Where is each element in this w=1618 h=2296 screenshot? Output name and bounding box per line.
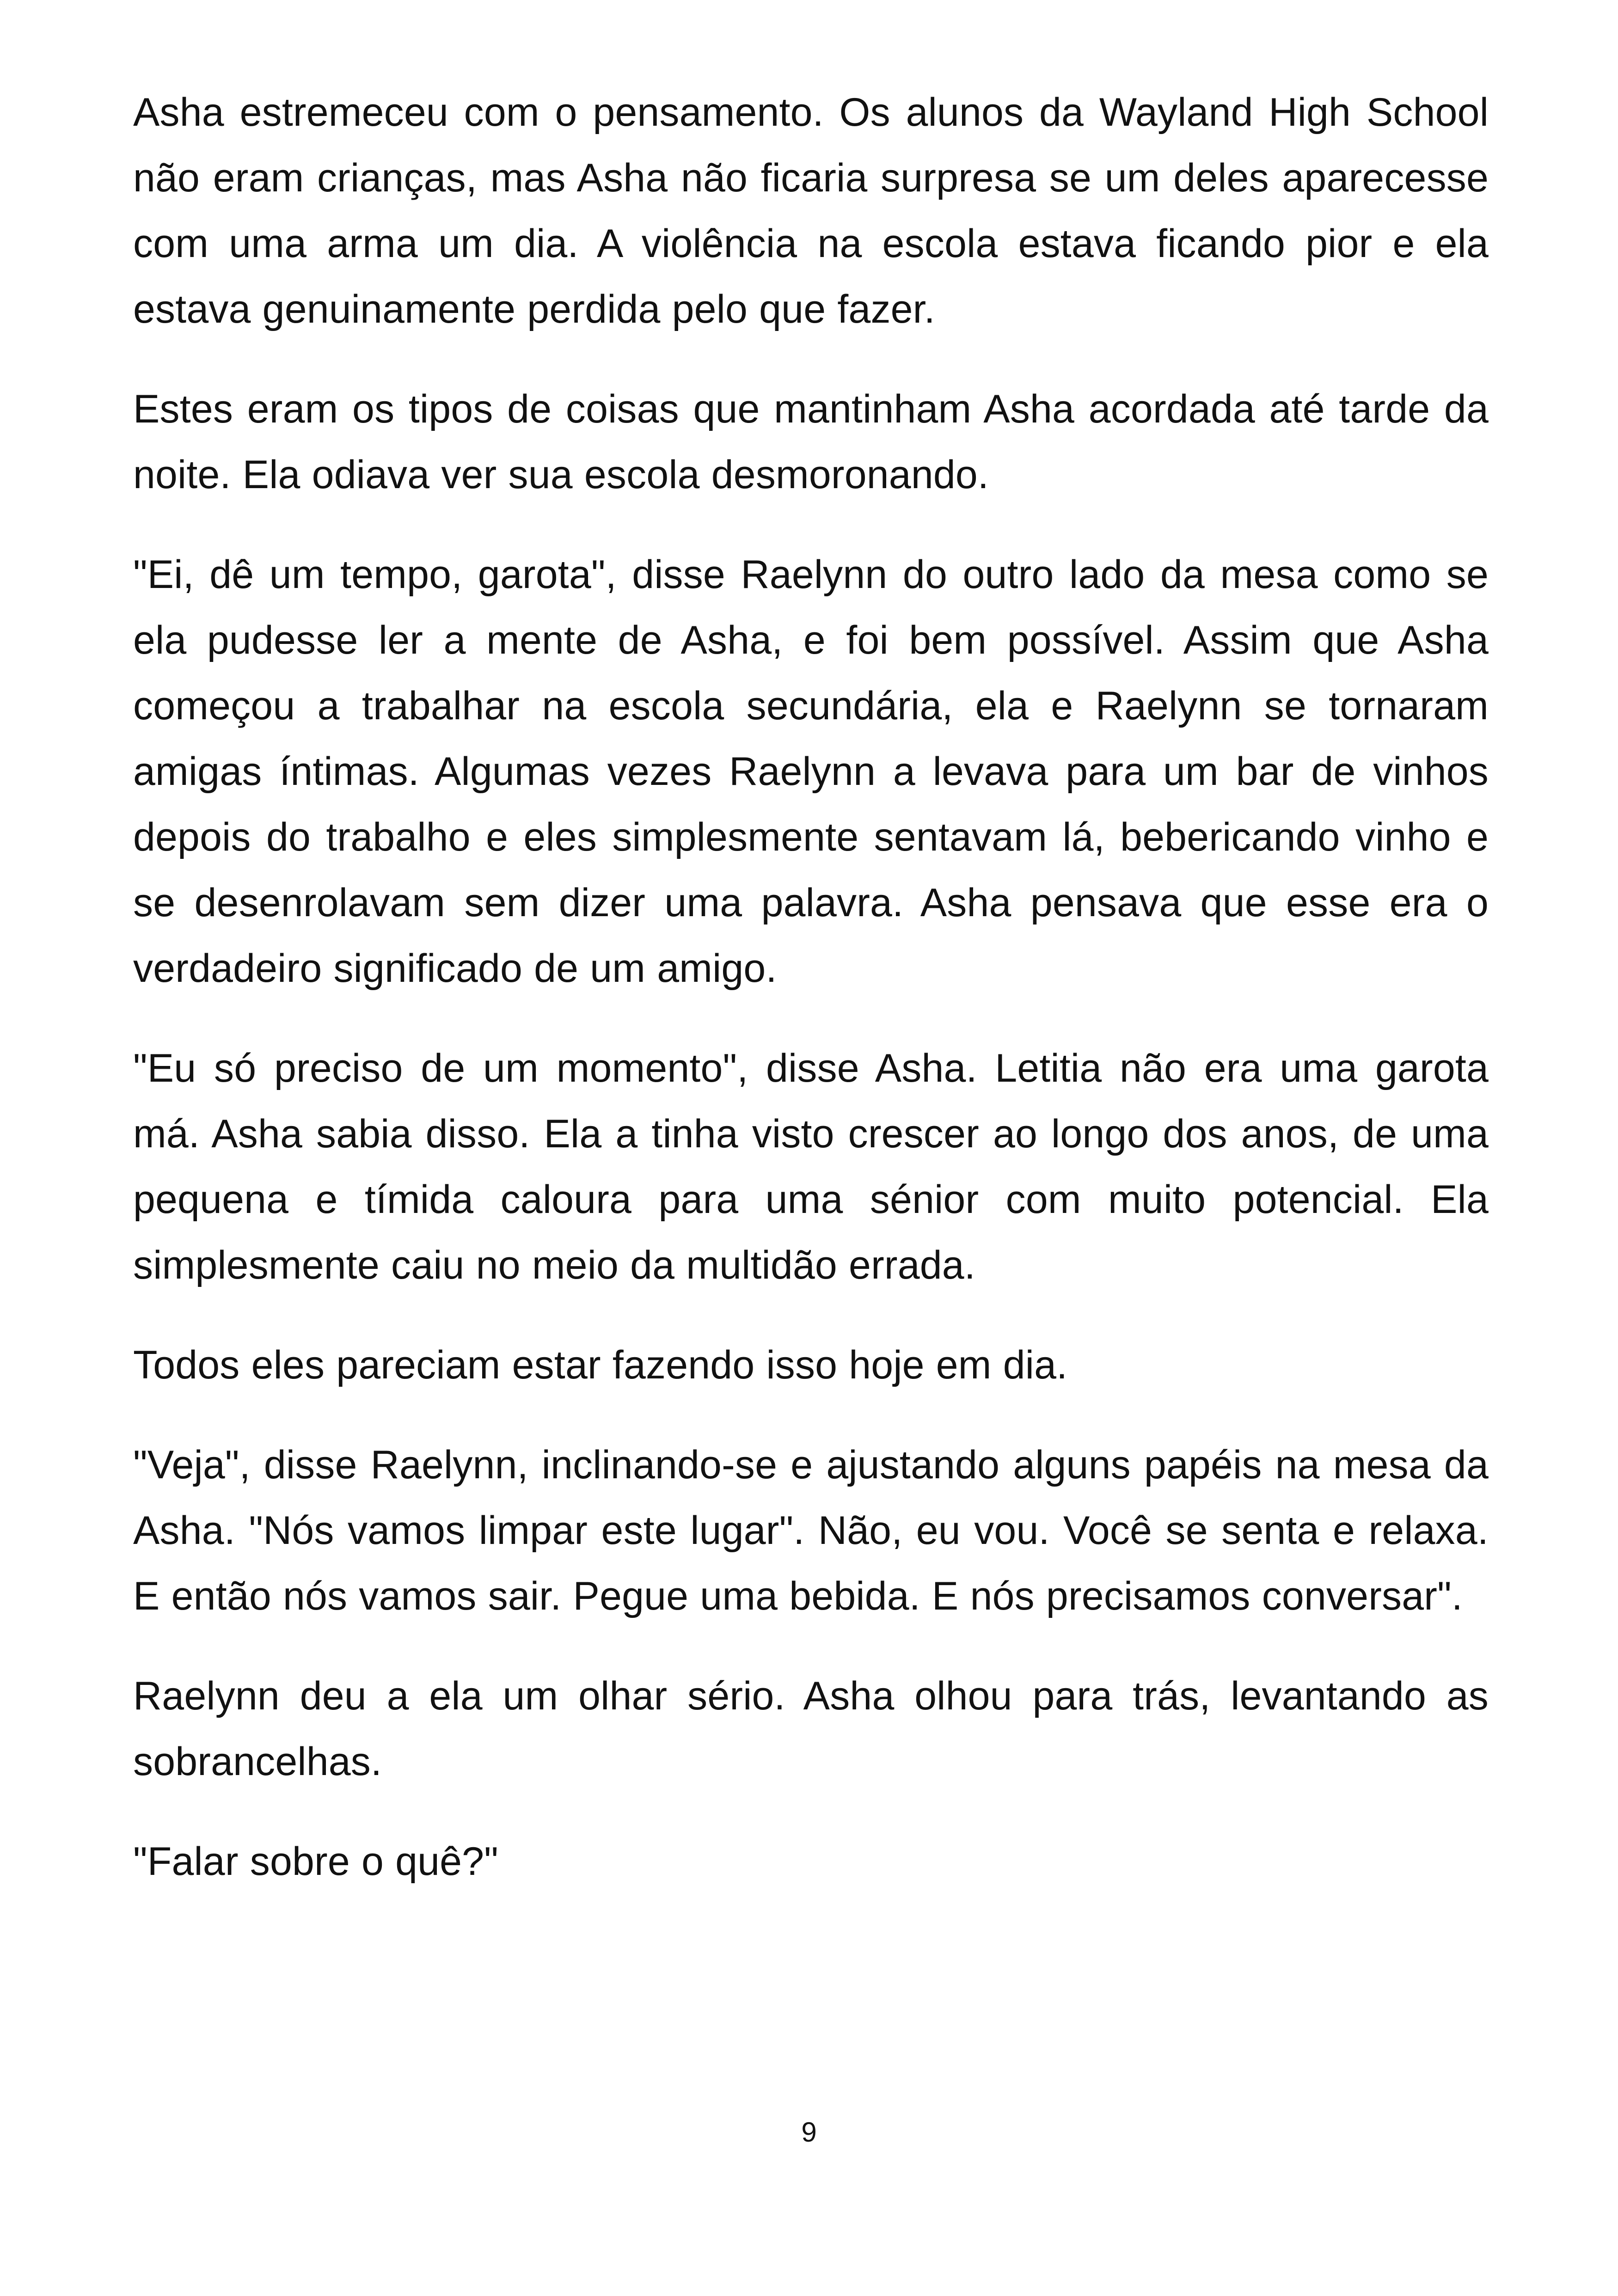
paragraph-8: "Falar sobre o quê?" <box>133 1839 498 1884</box>
page-number: 9 <box>801 2117 817 2148</box>
paragraph-6: "Veja", disse Raelynn, inclinando-se e ajustando alguns papéis na mesa da Asha. "Nós vamos limpar este lugar". Não, eu vou. Você se senta e relaxa. E então nós vamos sair. Pegue uma bebida. E nós precisamos conversar". <box>133 1443 1489 1618</box>
paragraph-1: Asha estremeceu com o pensamento. Os alunos da Wayland High School não eram crianças, mas Asha não ficaria surpresa se um deles aparecesse com uma arma um dia. A violência na escola estava ficando pior e ela estava genuinamente perdida pelo que fazer. <box>133 90 1489 331</box>
paragraph-7: Raelynn deu a ela um olhar sério. Asha olhou para trás, levantando as sobrancelhas. <box>133 1674 1489 1784</box>
paragraph-2: Estes eram os tipos de coisas que mantinham Asha acordada até tarde da noite. Ela odiava ver sua escola desmoronando. <box>133 387 1489 497</box>
paragraph-3: "Ei, dê um tempo, garota", disse Raelynn do outro lado da mesa como se ela pudesse ler a mente de Asha, e foi bem possível. Assim que Asha começou a trabalhar na escola secundária, ela e Raelynn se tornaram amigas íntimas. Algumas vezes Raelynn a levava para um bar de vinhos depois do trabalho e eles simplesmente sentavam lá, bebericando vinho e se desenrolavam sem dizer uma palavra. Asha pensava que esse era o verdadeiro significado de um amigo. <box>133 552 1489 991</box>
paragraph-5: Todos eles pareciam estar fazendo isso hoje em dia. <box>133 1343 1068 1387</box>
paragraph-4: "Eu só preciso de um momento", disse Asha. Letitia não era uma garota má. Asha sabia disso. Ela a tinha visto crescer ao longo dos anos, de uma pequena e tímida caloura para uma sénior com muito potencial. Ela simplesmente caiu no meio da multidão errada. <box>133 1046 1489 1287</box>
page-body <box>133 80 1489 1929</box>
